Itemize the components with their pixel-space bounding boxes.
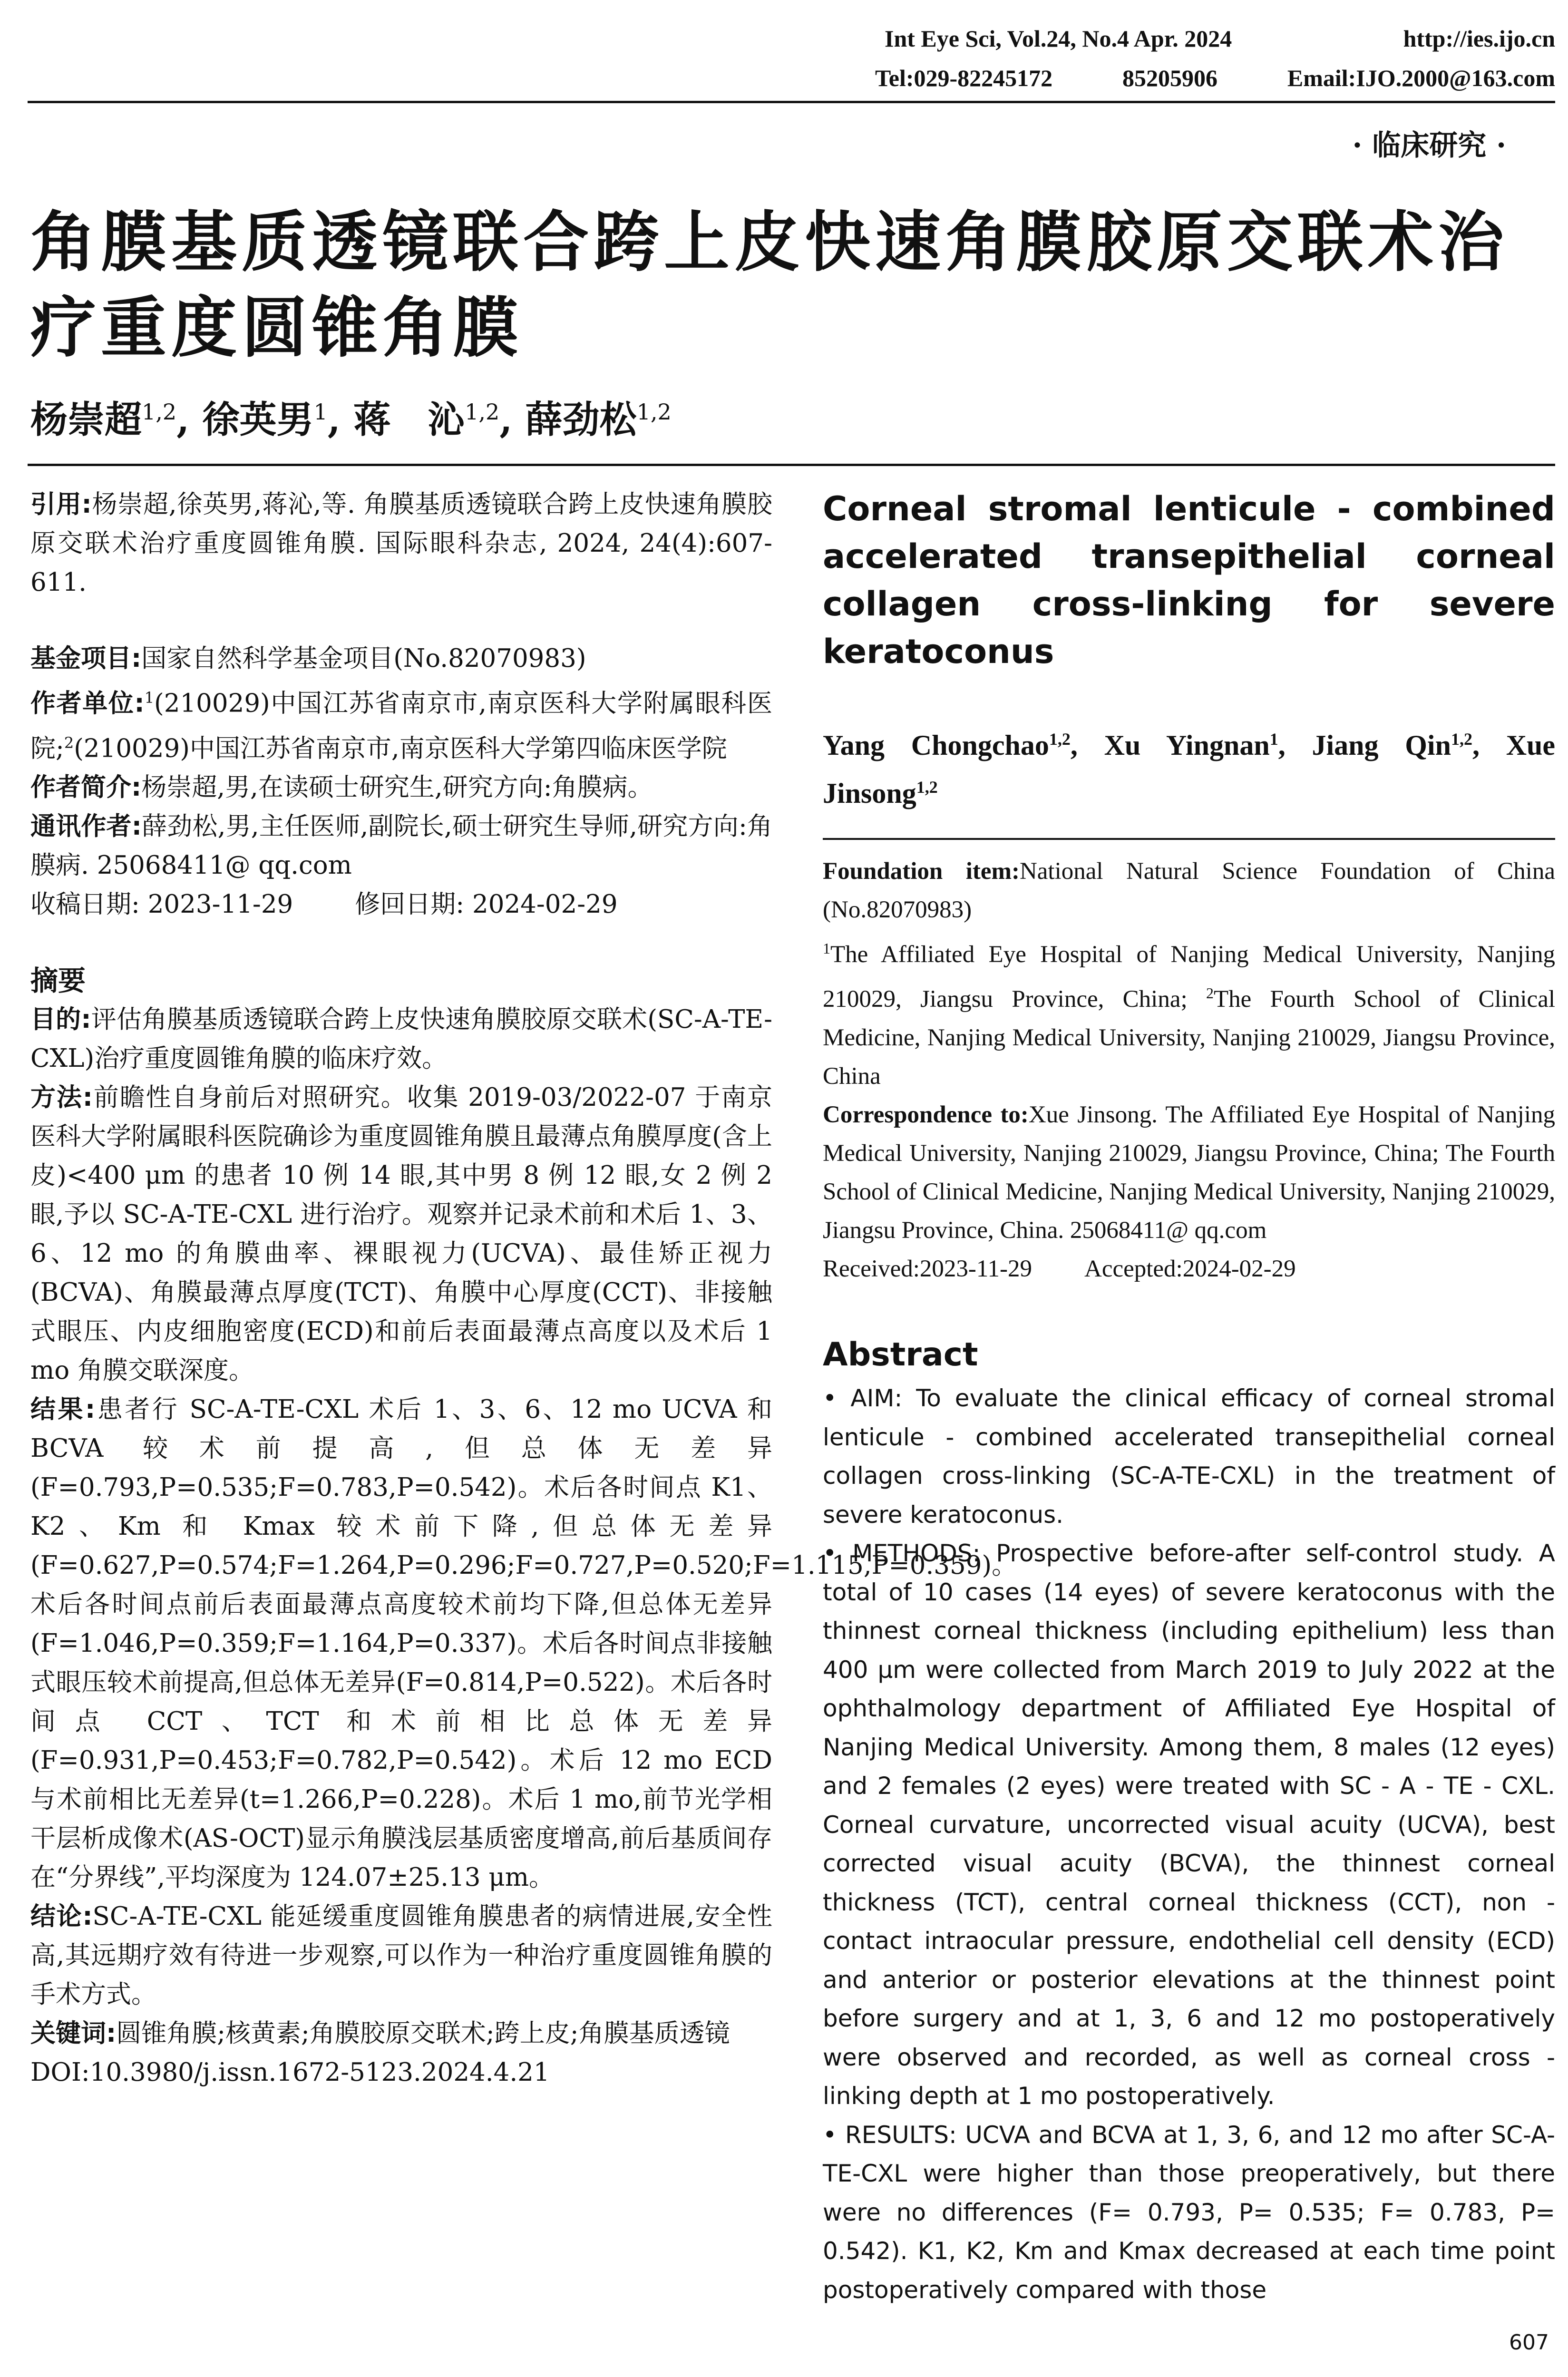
author-sep: , [327,398,341,441]
fund-text: 国家自然科学基金项目(No.82070983) [141,644,586,673]
journal-email: Email:IJO.2000@163.com [1287,65,1555,91]
dates-en [823,1250,1555,1288]
affiliation-block: 作者单位:$^1$(210029)中国江苏省南京市,南京医科大学附属眼科医院;$^2$(210029)中国江苏省南京市,南京医科大学第四临床医学院 [30,689,772,763]
abstract-en [823,1379,1555,2309]
author-affil-sup: 1,2 [465,399,500,425]
abstract-heading-cn: 摘要 [30,964,86,997]
fund-block [30,639,772,678]
doi[interactable]: DOI:10.3980/j.issn.1672-5123.2024.4.21 [30,2058,550,2087]
received-date: 收稿日期: 2023-11-29 [30,890,293,919]
corr-text: 薛劲松,男,主任医师,副院长,硕士研究生导师,研究方向:角膜病. 25068411@ qq.com [30,812,772,880]
foundation-label: Foundation item: [823,858,1020,885]
keywords-block [30,2014,772,2053]
english-info [823,852,1555,1288]
received-en: Received:2023-11-29 [823,1256,1032,1282]
author-sep: , [1278,730,1312,761]
author-name: Yang Chongchao [823,730,1049,761]
results-text: 患者行 SC-A-TE-CXL 术后 1、3、6、12 mo UCVA 和 BCVA 较术前提高,但总体无差异(F=0.793,P=0.535;F=0.783,P=0.542)。术后各时间点 K1、K2、Km 和 Kmax 较术前下降,但总体无差异(F=0.627,P=0.574;F=1.264,P=0.296;F=0.727,P=0.520;F=1.115,P=0.359)。术后各时间点前后表面最薄点高度较术前均下降,但总体无差异(F=1.046,P=0.359;F=1.164,P=0.337)。术后各时间点非接触式眼压较术前提高,但总体无差异(F=0.814,P=0.522)。术后各时间点 CCT、TCT 和术前相比总体无差异(F=0.931,P=0.453;F=0.782,P=0.542)。术后 12 mo ECD 与术前相比无差异(t=1.266,P=0.228)。术后 1 mo,前节光学相干层析成像术(AS-OCT)显示角膜浅层基质密度增高,前后基质间存在“分界线”,平均深度为 124.07±25.13 μm。 [30,1395,1017,1892]
right-column [823,485,1555,2309]
journal-header-line1 [885,25,1555,52]
results-en: • RESULTS: UCVA and BCVA at 1, 3, 6, and 12 mo after SC-A-TE-CXL were higher than those preoperatively, but there were no differences (F= 0.793, P= 0.535; F= 0.783, P= 0.542). K1, K2, Km and Kmax decreased at each time point postoperatively compared with those [823,2121,1555,2304]
bio-label: 作者简介: [30,773,142,802]
citation-block [30,485,772,602]
author-name: 徐英男 [202,398,314,441]
results-label: 结果: [30,1395,96,1424]
correspondence-block [823,1096,1555,1250]
affil-label: 作者单位: [30,689,145,718]
journal-tel: Tel:029-82245172 [875,65,1053,91]
foundation-text: National Natural Science Foundation of China (No.82070983) [823,858,1555,923]
correspondence-text: Xue Jinsong. The Affiliated Eye Hospital of Nanjing Medical University, Nanjing 210029, Jiangsu Province, China; The Fourth School of Clinical Medicine, Nanjing Medical University, Nanjing 210029, Jiangsu Province, China. 25068411@ qq.com [823,1101,1555,1244]
bio-text: 杨崇超,男,在读硕士研究生,研究方向:角膜病。 [141,773,653,802]
author-affil-sup: 1,2 [1049,730,1071,749]
conclusion-block [30,1897,772,2014]
journal-citation: Int Eye Sci, Vol.24, No.4 Apr. 2024 [885,25,1232,52]
foundation-block [823,852,1555,929]
journal-tel2: 85205906 [1122,65,1217,91]
correspondence-label: Correspondence to: [823,1101,1029,1128]
author-affil-sup: 1,2 [916,778,938,797]
fund-label: 基金项目: [30,644,142,673]
cite-text: 杨崇超,徐英男,蒋沁,等. 角膜基质透镜联合跨上皮快速角膜胶原交联术治疗重度圆锥角膜. 国际眼科杂志, 2024, 24(4):607-611. [30,490,772,597]
title-rule [28,464,1555,466]
abstract-title-en: Abstract [823,1336,978,1374]
keywords-label: 关键词: [30,2019,117,2048]
conclusion-text: SC-A-TE-CXL 能延缓重度圆锥角膜患者的病情进展,安全性高,其远期疗效有待进一步观察,可以作为一种治疗重度圆锥角膜的手术方式。 [30,1902,772,2009]
affil-en-1: The Affiliated Eye Hospital of Nanjing Medical University, Nanjing 210029, Jiangsu Province, China; [823,941,1555,1013]
author-name: 杨崇超 [30,398,142,441]
author-affil-sup: 1 [1269,730,1278,749]
author-affil-sup: 1,2 [1451,730,1472,749]
header-rule [28,101,1555,103]
author-name: 蒋 沁 [353,398,465,441]
aim-text: 评估角膜基质透镜联合跨上皮快速角膜胶原交联术(SC-A-TE-CXL)治疗重度圆锥角膜的临床疗效。 [30,1005,772,1073]
author-name: Jiang Qin [1312,730,1451,761]
article-title: 角膜基质透镜联合跨上皮快速角膜胶原交联术治疗重度圆锥角膜 [30,204,1509,366]
aim-en: • AIM: To evaluate the clinical efficacy of corneal stromal lenticule - combined accelerated transepithelial corneal collagen cross-linking (SC-A-TE-CXL) in the treatment of severe keratoconus. [823,1384,1555,1529]
affil-2: (210029)中国江苏省南京市,南京医科大学第四临床医学院 [74,734,727,763]
dates-block [30,885,772,924]
affiliations-en: $^1$The Affiliated Eye Hospital of Nanjing Medical University, Nanjing 210029, Jiangsu Province, China; $^2$The Fourth School of Clinical Medicine, Nanjing Medical University, Nanjing 210029, Jiangsu Province, China [823,940,1556,1090]
aim-label: 目的: [30,1005,91,1034]
author-affil-sup: 1,2 [636,399,672,425]
results-block [30,1390,1017,1897]
aim-block [30,1000,772,1078]
author-name: Xue Jinsong [823,730,1556,809]
corr-label: 通讯作者: [30,812,142,841]
english-title: Corneal stromal lenticule - combined accelerated transepithelial corneal collagen cross-linking for severe keratoconus [823,489,1555,671]
author-sep: , [1472,730,1506,761]
methods-en: • METHODS: Prospective before-after self-control study. A total of 10 cases (14 eyes) of severe keratoconus with the thinnest corneal thickness (including epithelium) less than 400 μm were collected from March 2019 to July 2022 at the ophthalmology department of Affiliated Eye Hospital of Nanjing Medical University. Among them, 8 males (12 eyes) and 2 females (2 eyes) were treated with SC - A - TE - CXL. Corneal curvature, uncorrected visual acuity (UCVA), best corrected visual acuity (BCVA), the thinnest corneal thickness (TCT), central corneal thickness (CCT), non - contact intraocular pressure, endothelial cell density (ECD) and anterior or posterior elevations at the thinnest point before surgery and at 1, 3, 6 and 12 mo postoperatively were observed and recorded, as well as corneal cross - linking depth at 1 mo postoperatively. [823,1539,1555,2110]
author-name: Xu Yingnan [1104,730,1270,761]
keywords-text: 圆锥角膜;核黄素;角膜胶原交联术;跨上皮;角膜基质透镜 [116,2019,730,2048]
cite-label: 引用: [30,490,92,519]
affil-en-2: The Fourth School of Clinical Medicine, Nanjing Medical University, Nanjing 210029, Jiangsu Province, China [823,986,1556,1090]
authors-en [823,718,1555,814]
conclusion-label: 结论: [30,1902,93,1931]
author-sep: , [176,398,190,441]
author-name: 薛劲松 [525,398,637,441]
author-affil-sup: 1,2 [142,399,177,425]
accepted-en: Accepted:2024-02-29 [1084,1256,1296,1282]
methods-text: 前瞻性自身前后对照研究。收集 2019-03/2022-07 于南京医科大学附属眼科医院确诊为重度圆锥角膜且最薄点角膜厚度(含上皮)<400 μm 的患者 10 例 14 眼,其中男 8 例 12 眼,女 2 例 2 眼,予以 SC-A-TE-CXL 进行治疗。观察并记录术前和术后 1、3、6、12 mo 的角膜曲率、裸眼视力(UCVA)、最佳矫正视力(BCVA)、角膜最薄点厚度(TCT)、角膜中心厚度(CCT)、非接触式眼压、内皮细胞密度(ECD)和前后表面最薄点高度以及术后 1 mo 角膜交联深度。 [30,1083,772,1385]
methods-label: 方法: [30,1083,93,1112]
author-affil-sup: 1 [313,399,328,425]
corr-block [30,807,772,885]
authors-cn [30,390,672,443]
methods-block [30,1078,772,1390]
affil-1: (210029)中国江苏省南京市,南京医科大学附属眼科医院; [30,689,772,763]
journal-header-line2 [875,64,1555,92]
author-sep: , [1070,730,1104,761]
page-number: 607 [1509,2330,1549,2355]
bio-block [30,768,772,807]
author-sep: , [499,398,513,441]
section-label: · 临床研究 · [1352,129,1506,162]
journal-url: http://ies.ijo.cn [1403,25,1555,52]
english-rule [823,838,1555,840]
revised-date: 修回日期: 2024-02-29 [355,890,618,919]
